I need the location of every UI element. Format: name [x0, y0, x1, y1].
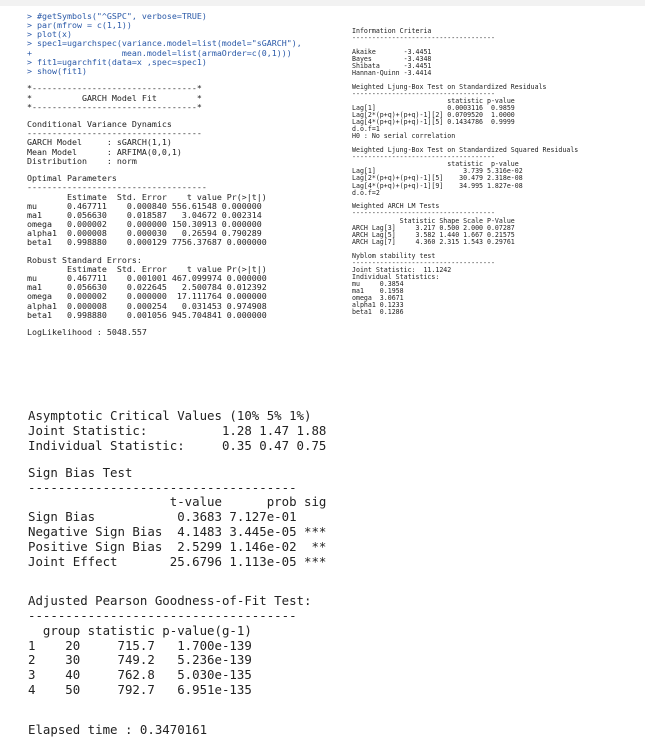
output-line: d.o.f=1 [352, 125, 380, 134]
output-line: Joint Effect 25.6796 1.113e-05 *** [28, 553, 327, 569]
output-line: Lag[2*(p+q)+(p+q)-1][2] 0.0709520 1.0000 [352, 111, 515, 120]
output-line: Individual Statistics: [352, 272, 440, 281]
console-command: > #getSymbols("^GSPC", verbose=TRUE) [27, 11, 207, 21]
output-line: Lag[1] 0.0003116 0.9859 [352, 104, 515, 113]
output-line: alpha1 0.000008 0.000030 0.26594 0.790289 [27, 228, 262, 239]
output-line: Elapsed time : 0.3470161 [28, 721, 208, 737]
output-line: Shibata -3.4451 [352, 61, 432, 70]
output-line: ma1 0.1958 [352, 286, 404, 295]
console-right-output [352, 28, 578, 316]
output-line: ma1 0.056630 0.018587 3.04672 0.002314 [27, 209, 262, 220]
output-line: Statistic Shape Scale P-Value [352, 216, 515, 225]
output-line: 3 40 762.8 5.030e-135 [28, 667, 252, 683]
output-line: *---------------------------------* [27, 101, 202, 112]
output-line: mu 0.3854 [352, 279, 404, 288]
output-line: beta1 0.998880 0.001056 945.704841 0.000000 [27, 309, 267, 320]
output-line: ma1 0.056630 0.022645 2.500784 0.012392 [27, 282, 267, 293]
output-line: statistic p-value [352, 96, 515, 105]
output-line: ------------------------------------ [28, 479, 297, 495]
output-line: Lag[2*(p+q)+(p+q)-1][5] 30.479 2.318e-08 [352, 174, 523, 183]
output-line: ARCH Lag[3] 3.217 0.500 2.000 0.07287 [352, 223, 515, 232]
output-line: GARCH Model : sGARCH(1,1) [27, 137, 172, 148]
output-line: Sign Bias Test [28, 464, 133, 480]
output-line: Distribution : norm [27, 155, 137, 166]
output-line [28, 569, 326, 581]
console-bottom-output [28, 409, 326, 737]
output-line: * GARCH Model Fit * [27, 92, 202, 103]
console-command: > par(mfrow = c(1,1)) [27, 20, 132, 31]
output-line [28, 453, 326, 465]
output-line: ------------------------------------ [352, 209, 495, 218]
output-line: group statistic p-value(g-1) [28, 622, 252, 638]
console-command: > show(fit1) [27, 65, 87, 76]
output-line: ------------------------------------ [352, 153, 495, 162]
output-line: ARCH Lag[7] 4.360 2.315 1.543 0.29761 [352, 237, 515, 246]
output-line: omega 0.000002 0.000000 150.30913 0.000000 [27, 219, 262, 230]
output-line: Weighted Ljung-Box Test on Standardized Residuals [352, 82, 547, 91]
output-line: Estimate Std. Error t value Pr(>|t|) [27, 191, 267, 202]
output-line: beta1 0.998880 0.000129 7756.37687 0.000000 [27, 237, 267, 248]
output-line: ------------------------------------ [352, 89, 495, 98]
output-line [28, 710, 326, 722]
output-line: ARCH Lag[5] 3.582 1.440 1.667 0.21575 [352, 230, 515, 239]
output-line: Positive Sign Bias 2.5299 1.146e-02 ** [28, 538, 327, 554]
output-line: ------------------------------------ [352, 34, 495, 43]
output-line: Mean Model : ARFIMA(0,0,1) [27, 146, 182, 157]
output-line: Lag[4*(p+q)+(p+q)-1][9] 34.995 1.827e-08 [352, 181, 523, 190]
output-line: Joint Statistic: 1.28 1.47 1.88 [28, 422, 327, 438]
output-line: Akaike -3.4451 [352, 47, 432, 56]
output-line: Sign Bias 0.3683 7.127e-01 [28, 509, 297, 525]
output-line: Adjusted Pearson Goodness-of-Fit Test: [28, 593, 312, 609]
output-line: Negative Sign Bias 4.1483 3.445e-05 *** [28, 523, 327, 539]
output-line: Individual Statistic: 0.35 0.47 0.75 [28, 437, 327, 453]
output-line: 1 20 715.7 1.700e-139 [28, 637, 252, 653]
console-command: + mean.model=list(armaOrder=c(0,1))) [27, 47, 292, 58]
output-line: Information Criteria [352, 27, 432, 35]
output-line: Hannan-Quinn -3.4414 [352, 69, 432, 78]
output-line: d.o.f=2 [352, 188, 380, 197]
output-line: Asymptotic Critical Values (10% 5% 1%) [28, 408, 312, 423]
output-line: Joint Statistic: 11.1242 [352, 265, 452, 274]
output-line: ------------------------------------ [28, 607, 297, 623]
output-line: omega 3.0671 [352, 294, 404, 303]
output-line: t-value prob sig [28, 494, 327, 510]
output-line: Lag[1] 3.739 5.316e-02 [352, 167, 523, 176]
output-line: Estimate Std. Error t value Pr(>|t|) [27, 263, 267, 274]
output-line: Robust Standard Errors: [27, 254, 142, 265]
output-line: ------------------------------------ [27, 182, 207, 193]
output-line: *---------------------------------* [27, 83, 202, 94]
output-line: omega 0.000002 0.000000 17.111764 0.000000 [27, 291, 267, 302]
output-line: Nyblom stability test [352, 251, 436, 260]
output-line: alpha1 0.1233 [352, 301, 404, 310]
output-line: Lag[4*(p+q)+(p+q)-1][5] 0.1434786 0.9999 [352, 118, 515, 127]
output-line: beta1 0.1286 [352, 308, 404, 317]
output-line [28, 698, 326, 710]
output-line: Weighted Ljung-Box Test on Standardized Squared Residuals [352, 146, 579, 155]
output-line: ----------------------------------- [27, 128, 202, 139]
console-command: > fit1=ugarchfit(data=x ,spec=spec1) [27, 56, 207, 67]
output-line: mu 0.467711 0.001001 467.099974 0.000000 [27, 273, 267, 284]
output-line: Optimal Parameters [27, 173, 117, 184]
console-command: > spec1=ugarchspec(variance.model=list(model="sGARCH"), [27, 38, 302, 49]
output-line: alpha1 0.000008 0.000254 0.031453 0.974908 [27, 300, 267, 311]
output-line: Bayes -3.4348 [352, 54, 432, 63]
output-line: 4 50 792.7 6.951e-135 [28, 681, 252, 697]
window-top-band [0, 0, 645, 6]
output-line: 2 30 749.2 5.236e-139 [28, 652, 252, 668]
output-line: Conditional Variance Dynamics [27, 119, 172, 130]
output-line: Weighted ARCH LM Tests [352, 202, 440, 211]
output-line: ------------------------------------ [352, 258, 495, 267]
output-line: mu 0.467711 0.000840 556.61548 0.000000 [27, 200, 262, 211]
console-left-output [27, 12, 302, 337]
output-line: H0 : No serial correlation [352, 132, 456, 141]
console-command: > plot(x) [27, 29, 72, 40]
output-line: LogLikelihood : 5048.557 [27, 327, 147, 338]
output-line: statistic p-value [352, 160, 519, 169]
